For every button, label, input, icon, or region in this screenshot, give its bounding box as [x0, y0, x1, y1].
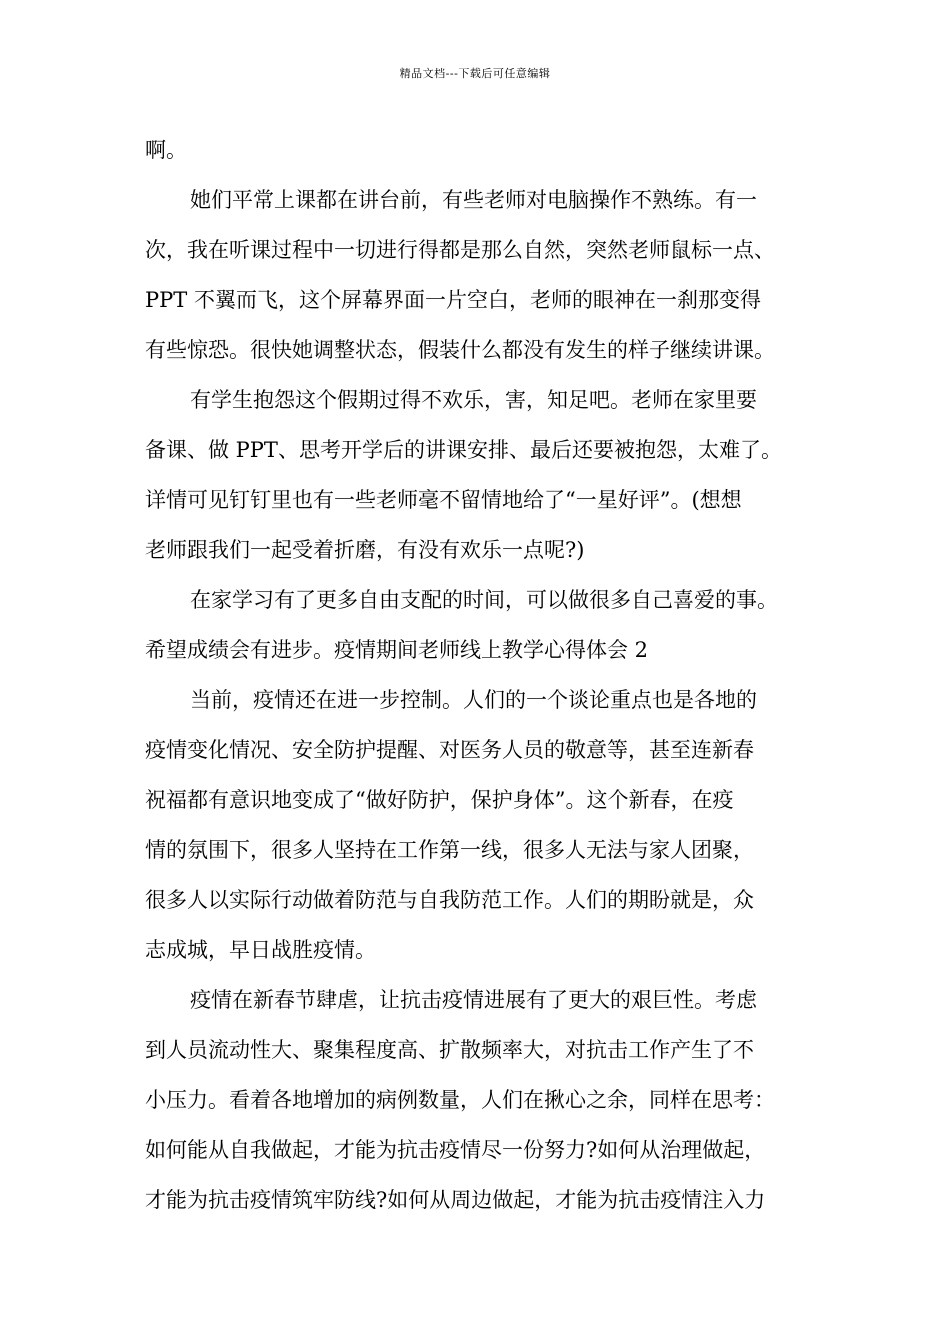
- text-line: 如何能从自我做起，才能为抗击疫情尽一份努力?如何从治理做起，: [145, 1138, 766, 1162]
- text-line: 祝福都有意识地变成了“做好防护，保护身体”。这个新春，在疫: [145, 788, 734, 812]
- text-line: 希望成绩会有进步。疫情期间老师线上教学心得体会 2: [145, 638, 649, 662]
- text-line: 她们平常上课都在讲台前，有些老师对电脑操作不熟练。有一: [190, 188, 757, 212]
- text-line: 老师跟我们一起受着折磨，有没有欢乐一点呢?): [145, 538, 585, 562]
- text-line: 详情可见钉钉里也有一些老师毫不留情地给了“一星好评”。(想想: [145, 488, 742, 512]
- text-line: 啊。: [145, 138, 187, 162]
- text-line: 疫情变化情况、安全防护提醒、对医务人员的敬意等，甚至连新春: [145, 738, 754, 762]
- text-line: PPT 不翼而飞，这个屏幕界面一片空白，老师的眼神在一刹那变得: [145, 288, 761, 312]
- text-line: 才能为抗击疫情筑牢防线?如何从周边做起，才能为抗击疫情注入力: [145, 1188, 766, 1212]
- text-line: 次，我在听课过程中一切进行得都是那么自然，突然老师鼠标一点、: [145, 238, 775, 262]
- text-line: 情的氛围下，很多人坚持在工作第一线，很多人无法与家人团聚，: [145, 838, 754, 862]
- text-line: 疫情在新春节肆虐，让抗击疫情进展有了更大的艰巨性。考虑: [190, 988, 757, 1012]
- text-line: 志成城，早日战胜疫情。: [145, 938, 376, 962]
- text-line: 备课、做 PPT、思考开学后的讲课安排、最后还要被抱怨，太难了。: [145, 438, 782, 462]
- text-line: 有些惊恐。很快她调整状态，假装什么都没有发生的样子继续讲课。: [145, 338, 775, 362]
- text-line: 到人员流动性大、聚集程度高、扩散频率大，对抗击工作产生了不: [145, 1038, 754, 1062]
- text-line: 有学生抱怨这个假期过得不欢乐，害，知足吧。老师在家里要: [190, 388, 757, 412]
- page-header: 精品文档---下载后可任意编辑: [399, 67, 551, 80]
- text-line: 在家学习有了更多自由支配的时间，可以做很多自己喜爱的事。: [190, 588, 778, 612]
- text-line: 当前，疫情还在进一步控制。人们的一个谈论重点也是各地的: [190, 688, 757, 712]
- text-line: 很多人以实际行动做着防范与自我防范工作。人们的期盼就是，众: [145, 888, 754, 912]
- text-line: 小压力。看着各地增加的病例数量，人们在揪心之余，同样在思考：: [145, 1088, 775, 1112]
